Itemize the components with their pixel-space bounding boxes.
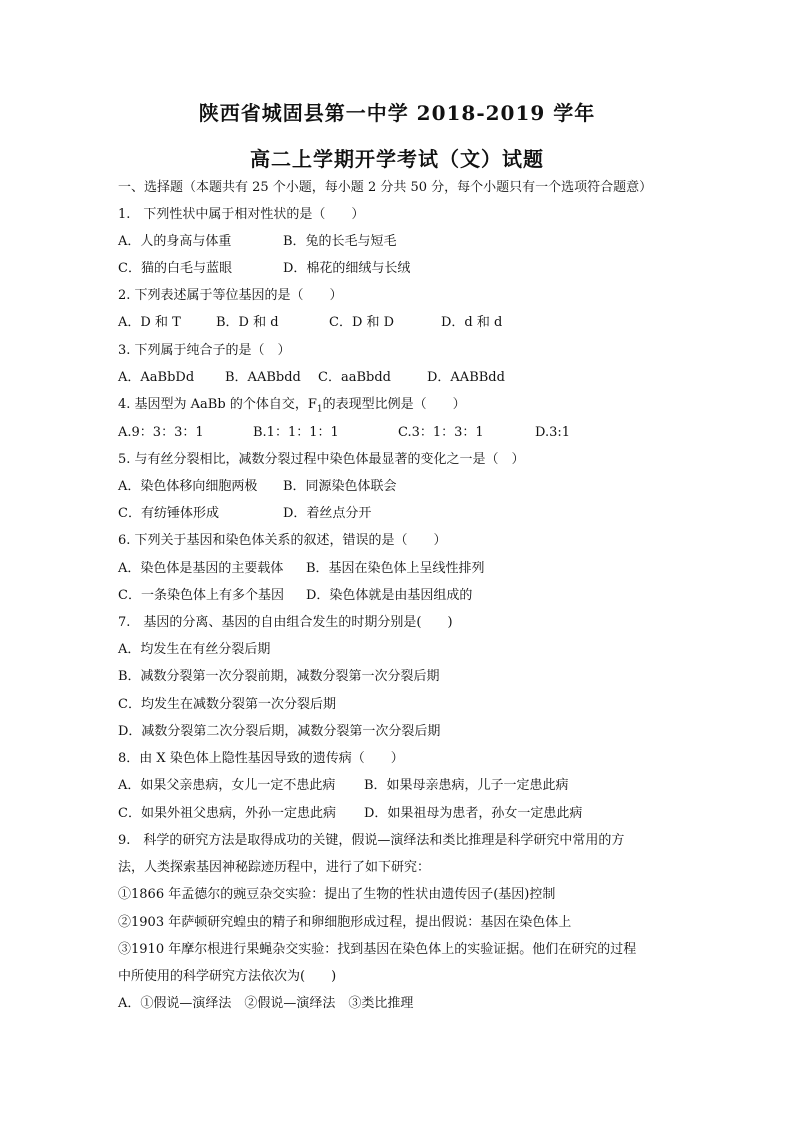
exam-title-line1: 陕西省城固县第一中学 2018-2019 学年 xyxy=(198,101,596,125)
q6-option-a: A．染色体是基因的主要载体 xyxy=(118,561,284,576)
question-9-stem-line1: 9. 科学的研究方法是取得成功的关键，假说—演绎法和类比推理是科学研究中常用的方 xyxy=(118,833,625,848)
q5-option-c: C．有纺锤体形成 xyxy=(118,506,219,521)
q7-option-a: A．均发生在有丝分裂后期 xyxy=(118,642,271,657)
q7-option-d: D．减数分裂第二次分裂后期，减数分裂第一次分裂后期 xyxy=(118,724,441,739)
q7-option-c: C．均发生在减数分裂第一次分裂后期 xyxy=(118,697,336,712)
question-1-stem: 1. 下列性状中属于相对性状的是（ ） xyxy=(118,207,365,222)
q8-option-a: A．如果父亲患病，女儿一定不患此病 xyxy=(118,778,336,793)
q5-option-b: B．同源染色体联会 xyxy=(283,479,397,494)
q4-option-d: D.3:1 xyxy=(535,425,571,440)
q9-item-2: ②1903 年萨顿研究蝗虫的精子和卵细胞形成过程，提出假说：基因在染色体上 xyxy=(118,915,572,930)
q2-option-a: A．D 和 T xyxy=(118,315,181,330)
exam-title-line2: 高二上学期开学考试（文）试题 xyxy=(250,147,544,171)
q3-option-d: D．AABBdd xyxy=(427,370,505,385)
question-5-stem: 5. 与有丝分裂相比，减数分裂过程中染色体最显著的变化之一是（ ） xyxy=(118,452,525,467)
q1-option-c: C．猫的白毛与蓝眼 xyxy=(118,261,232,276)
q8-option-c: C．如果外祖父患病，外孙一定患此病 xyxy=(118,806,336,821)
q6-option-b: B．基因在染色体上呈线性排列 xyxy=(306,561,485,576)
q4-stem-subscript: 1 xyxy=(316,404,323,415)
q4-stem-text-end: 的表现型比例是（ ） xyxy=(322,397,466,412)
question-4-stem xyxy=(118,397,466,418)
q7-option-b: B．减数分裂第一次分裂前期，减数分裂第一次分裂后期 xyxy=(118,669,440,684)
section-heading: 一、选择题（本题共有 25 个小题，每小题 2 分共 50 分，每个小题只有一个选项符合题意） xyxy=(118,180,653,195)
q8-option-b: B．如果母亲患病，儿子一定患此病 xyxy=(364,778,569,793)
question-8-stem: 8．由 X 染色体上隐性基因导致的遗传病（ ） xyxy=(118,751,404,766)
q3-option-c: C．aaBbdd xyxy=(318,370,391,385)
q5-option-d: D．着丝点分开 xyxy=(283,506,372,521)
q5-option-a: A．染色体移向细胞两极 xyxy=(118,479,258,494)
q9-item-1: ①1866 年孟德尔的豌豆杂交实验：提出了生物的性状由遗传因子(基因)控制 xyxy=(118,887,556,902)
q2-option-c: C．D 和 D xyxy=(329,315,395,330)
q6-option-d: D．染色体就是由基因组成的 xyxy=(306,588,473,603)
question-6-stem: 6. 下列关于基因和染色体关系的叙述，错误的是（ ） xyxy=(118,533,447,548)
q9-option-a: A．①假说—演绎法 ②假说—演绎法 ③类比推理 xyxy=(118,996,414,1011)
question-9-stem-line2: 法，人类探索基因神秘踪迹历程中，进行了如下研究： xyxy=(118,860,431,875)
q3-option-a: A．AaBbDd xyxy=(118,370,195,385)
q2-option-d: D．d 和 d xyxy=(441,315,503,330)
q1-option-a: A．人的身高与体重 xyxy=(118,234,232,249)
question-2-stem: 2. 下列表述属于等位基因的是（ ） xyxy=(118,288,343,303)
q3-option-b: B．AABbdd xyxy=(225,370,301,385)
q4-option-b: B.1：1：1：1 xyxy=(253,425,339,440)
q1-option-d: D．棉花的细绒与长绒 xyxy=(283,261,411,276)
q4-option-c: C.3：1：3：1 xyxy=(398,425,484,440)
question-7-stem: 7. 基因的分离、基因的自由组合发生的时期分别是( ) xyxy=(118,615,453,630)
q9-item-3-line1: ③1910 年摩尔根进行果蝇杂交实验：找到基因在染色体上的实验证据。他们在研究的过程 xyxy=(118,942,637,957)
q9-item-3-line2: 中所使用的科学研究方法依次为( ) xyxy=(118,969,337,984)
question-3-stem: 3. 下列属于纯合子的是（ ） xyxy=(118,343,291,358)
q6-option-c: C．一条染色体上有多个基因 xyxy=(118,588,284,603)
q4-stem-text: 4. 基因型为 AaBb 的个体自交，F xyxy=(118,397,317,412)
q4-option-a: A.9：3：3：1 xyxy=(118,425,204,440)
q2-option-b: B．D 和 d xyxy=(216,315,279,330)
q8-option-d: D．如果祖母为患者，孙女一定患此病 xyxy=(364,806,583,821)
q1-option-b: B．兔的长毛与短毛 xyxy=(283,234,397,249)
